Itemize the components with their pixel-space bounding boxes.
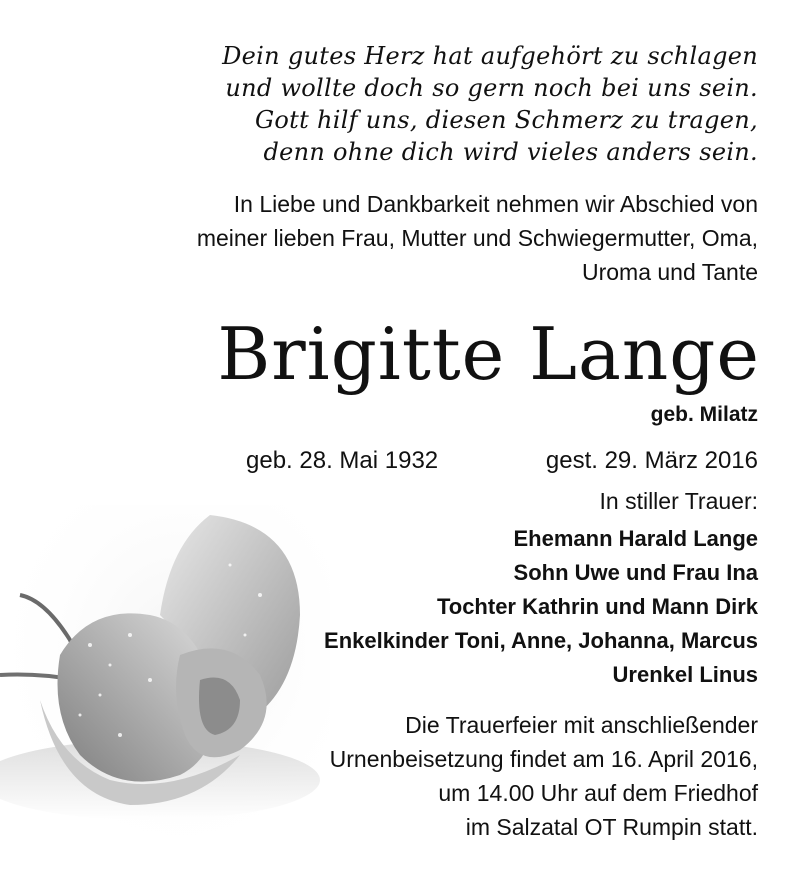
mourner-line: Ehemann Harald Lange: [513, 526, 758, 551]
poem-verse: [222, 40, 758, 168]
farewell-intro: [197, 187, 758, 289]
mourner-line: Sohn Uwe und Frau Ina: [513, 560, 758, 585]
funeral-line: im Salzatal OT Rumpin statt.: [465, 814, 758, 840]
poem-line: Dein gutes Herz hat aufgehört zu schlagen: [222, 42, 758, 70]
poem-line: und wollte doch so gern noch bei uns sein.: [225, 74, 758, 102]
poem-line: Gott hilf uns, diesen Schmerz zu tragen,: [254, 106, 758, 134]
mourner-line: Tochter Kathrin und Mann Dirk: [436, 594, 758, 619]
funeral-notice: [330, 708, 758, 844]
mourner-line: Urenkel Linus: [612, 662, 758, 687]
funeral-line: Die Trauerfeier mit anschließender: [405, 712, 758, 738]
intro-line: meiner lieben Frau, Mutter und Schwiegermutter, Oma,: [196, 225, 758, 251]
death-date: gest. 29. März 2016: [545, 447, 758, 474]
mourners-list: [324, 522, 758, 692]
deceased-name: Brigitte Lange: [217, 312, 760, 396]
funeral-line: Urnenbeisetzung findet am 16. April 2016,: [329, 746, 758, 772]
mourner-line: Enkelkinder Toni, Anne, Johanna, Marcus: [324, 628, 758, 653]
intro-line: Uroma und Tante: [581, 259, 758, 285]
intro-line: In Liebe und Dankbarkeit nehmen wir Abschied von: [233, 191, 758, 217]
poem-line: denn ohne dich wird vieles anders sein.: [263, 138, 758, 166]
funeral-line: um 14.00 Uhr auf dem Friedhof: [438, 780, 758, 806]
rose-image: [0, 505, 330, 869]
mourners-label: In stiller Trauer:: [599, 488, 758, 514]
birth-date: geb. 28. Mai 1932: [246, 447, 439, 474]
maiden-name: geb. Milatz: [650, 403, 758, 426]
